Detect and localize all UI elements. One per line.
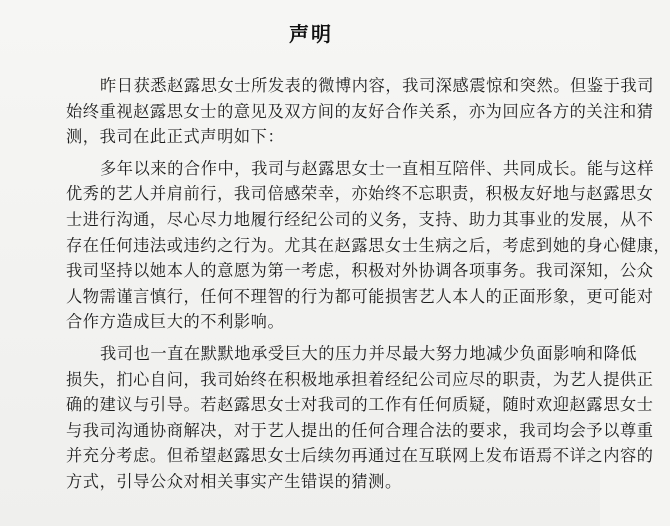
paragraph-1 xyxy=(66,73,654,150)
text-line: 存在任何违法或违约之行为。尤其在赵露思女士生病之后，考虑到她的身心健康， xyxy=(66,235,670,255)
text-line: 方式，引导公众对相关事实产生错误的猜测。 xyxy=(66,471,402,491)
text-line: 与我司沟通协商解决，对于艺人提出的任何合理合法的要求，我司均会予以尊重 xyxy=(66,420,654,440)
text-line: 损失，扪心自问，我司始终在积极地承担着经纪公司应尽的职责，为艺人提供正 xyxy=(66,369,654,389)
paragraph-3 xyxy=(66,341,654,495)
text-line: 始终重视赵露思女士的意见及双方间的友好合作关系，亦为回应各方的关注和猜 xyxy=(66,101,654,121)
document-title: 声明 xyxy=(289,22,333,46)
text-line: 优秀的艺人并肩前行，我司倍感荣幸，亦始终不忘职责，积极友好地与赵露思女 xyxy=(66,184,654,204)
text-line: 多年以来的合作中，我司与赵露思女士一直相互陪伴、共同成长。能与这样 xyxy=(100,158,654,178)
text-line: 人物需谨言慎行，任何不理智的行为都可能损害艺人本人的正面形象，更可能对 xyxy=(66,286,654,306)
text-line: 并充分考虑。但希望赵露思女士后续勿再通过在互联网上发布语焉不详之内容的 xyxy=(66,446,654,466)
text-line: 我司也一直在默默地承受巨大的压力并尽最大努力地减少负面影响和降低 xyxy=(100,343,638,363)
text-line: 我司坚持以她本人的意愿为第一考虑，积极对外协调各项事务。我司深知，公众 xyxy=(66,261,654,281)
text-line: 测，我司在此正式声明如下： xyxy=(66,127,285,147)
text-line: 昨日获悉赵露思女士所发表的微博内容，我司深感震惊和突然。但鉴于我司 xyxy=(100,76,654,95)
text-line: 士进行沟通，尽心尽力地履行经纪公司的义务，支持、助力其事业的发展，从不 xyxy=(66,209,654,229)
paragraph-2 xyxy=(66,156,670,335)
text-line: 确的建议与引导。若赵露思女士对我司的工作有任何质疑，随时欢迎赵露思女士 xyxy=(66,395,654,415)
text-line: 合作方造成巨大的不利影响。 xyxy=(66,312,285,332)
